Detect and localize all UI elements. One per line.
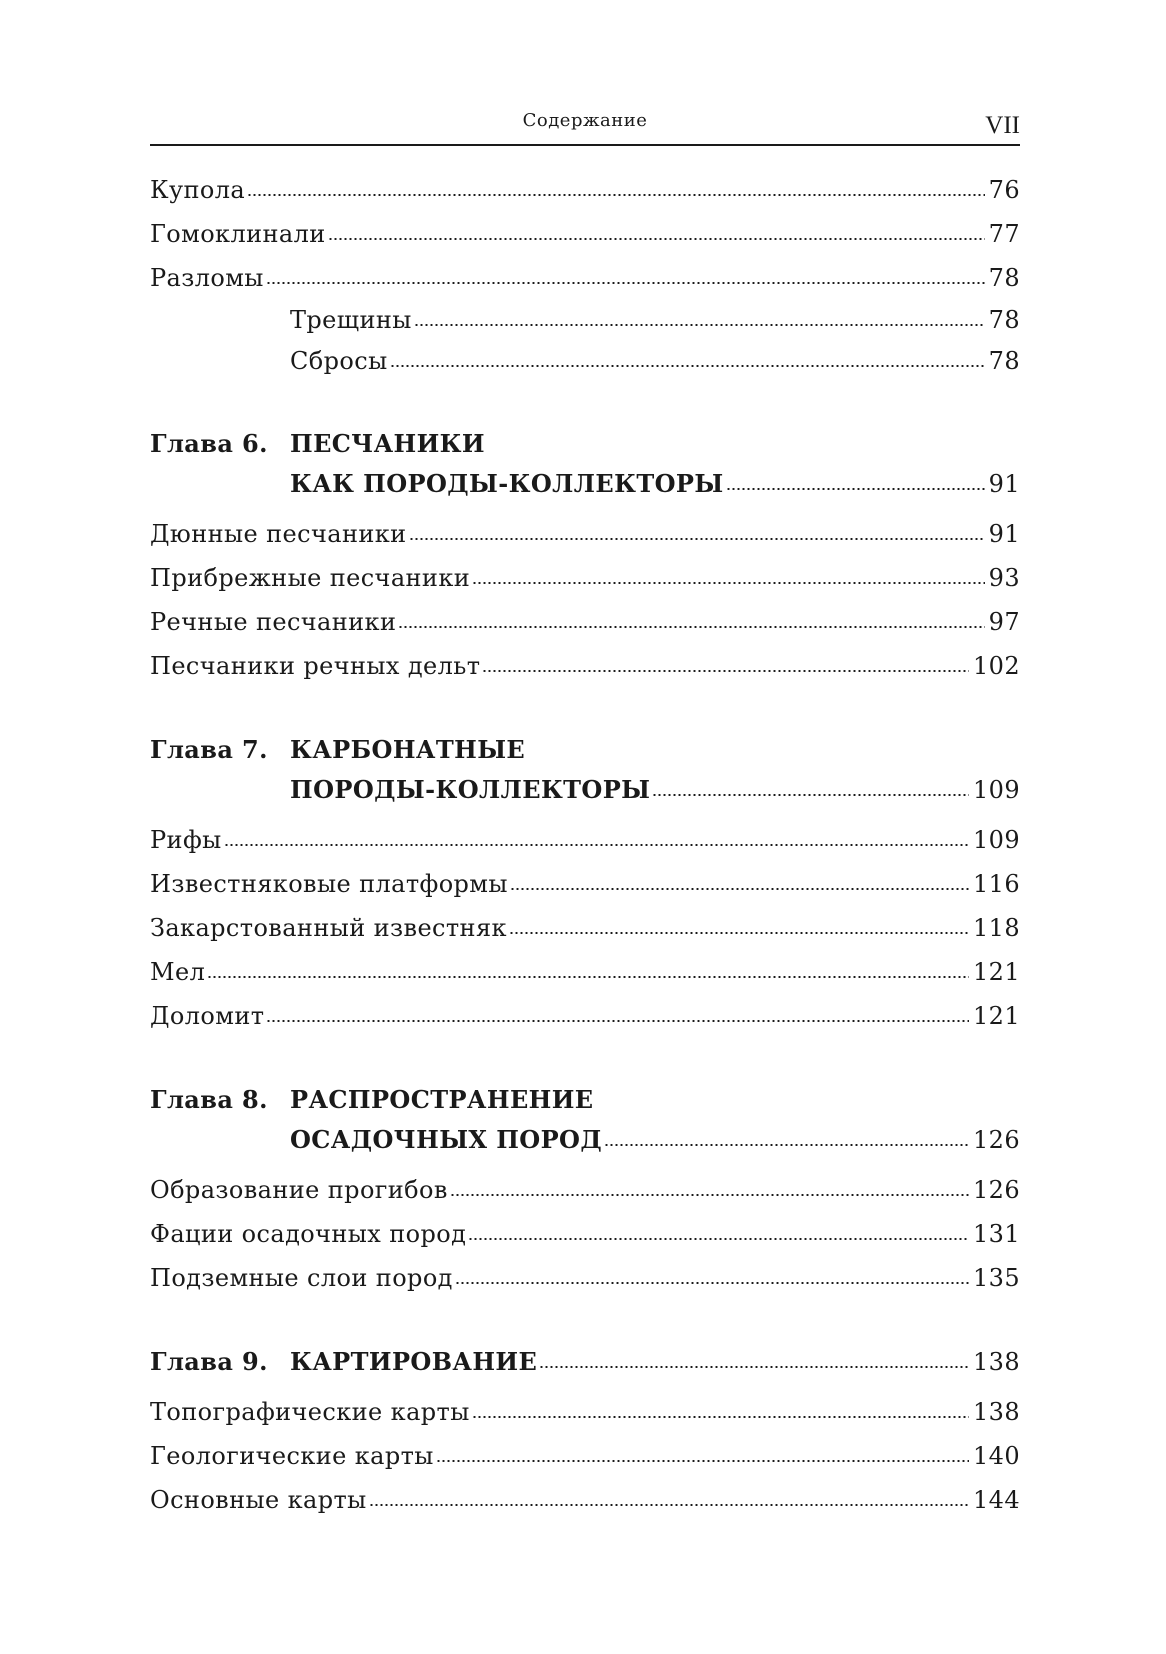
chapter-heading-line2[interactable]: [150, 1120, 1020, 1160]
chapter-heading-line1[interactable]: [150, 730, 1020, 770]
dot-leader: [247, 194, 985, 196]
dot-leader: [390, 365, 985, 367]
dot-leader: [472, 582, 985, 584]
toc-entry[interactable]: [150, 906, 1020, 950]
chapter-label: Глава 9.: [150, 1347, 268, 1376]
toc-entry-title: Купола: [150, 176, 246, 204]
toc-entry-title: Рифы: [150, 826, 222, 854]
toc-entry-page: 77: [988, 220, 1020, 248]
toc-top-entries: [150, 168, 1020, 382]
toc-entry-title: Геологические карты: [150, 1442, 434, 1470]
dot-leader: [266, 1020, 969, 1022]
toc-entry-page: 97: [988, 608, 1020, 636]
toc-entry-page: 144: [972, 1486, 1020, 1514]
toc-entry[interactable]: [150, 862, 1020, 906]
toc-entry[interactable]: [150, 512, 1020, 556]
toc-entry-page: 109: [972, 826, 1020, 854]
toc-entry-page: 140: [972, 1442, 1020, 1470]
toc-entry[interactable]: [150, 1478, 1020, 1522]
chapter-title: КАРБОНАТНЫЕ: [290, 735, 526, 764]
dot-leader: [207, 976, 969, 978]
dot-leader: [224, 844, 969, 846]
toc-entry[interactable]: [150, 950, 1020, 994]
toc-entry-page: 78: [988, 264, 1020, 292]
toc-subentry[interactable]: [150, 341, 1020, 382]
toc-entry-title: Дюнные песчаники: [150, 520, 407, 548]
dot-leader: [450, 1194, 969, 1196]
toc-entry-page: 116: [972, 870, 1020, 898]
toc-entry-title: Закарстованный известняк: [150, 914, 507, 942]
dot-leader: [398, 626, 984, 628]
dot-leader: [726, 488, 985, 490]
chapter-title: ПОРОДЫ-КОЛЛЕКТОРЫ: [290, 775, 651, 804]
chapter-title: ОСАДОЧНЫХ ПОРОД: [290, 1125, 603, 1154]
toc-entry-page: 102: [972, 652, 1020, 680]
toc-entry-page: 76: [988, 176, 1020, 204]
toc-entry-title: Доломит: [150, 1002, 265, 1030]
chapter-page: 126: [972, 1126, 1020, 1154]
chapter-page: 109: [972, 776, 1020, 804]
toc-entry[interactable]: [150, 256, 1020, 300]
toc-entry-page: 121: [972, 1002, 1020, 1030]
dot-leader: [328, 238, 985, 240]
dot-leader: [472, 1416, 969, 1418]
toc-entry-page: 93: [988, 564, 1020, 592]
dot-leader: [266, 282, 985, 284]
chapter-page: 91: [988, 470, 1020, 498]
toc-entry-page: 121: [972, 958, 1020, 986]
dot-leader: [409, 538, 985, 540]
dot-leader: [652, 794, 969, 796]
dot-leader: [414, 324, 985, 326]
dot-leader: [482, 670, 969, 672]
chapter-heading-line2[interactable]: [150, 464, 1020, 504]
chapter-8: [150, 1080, 1020, 1300]
toc-entry-page: 131: [972, 1220, 1020, 1248]
toc-entry[interactable]: [150, 1434, 1020, 1478]
toc-entry-page: 138: [972, 1398, 1020, 1426]
toc-entry[interactable]: [150, 1168, 1020, 1212]
toc-entry-page: 118: [972, 914, 1020, 942]
toc-entry[interactable]: [150, 994, 1020, 1038]
toc-entry[interactable]: [150, 818, 1020, 862]
dot-leader: [539, 1366, 969, 1368]
toc-entry-title: Речные песчаники: [150, 608, 397, 636]
chapter-heading-line2[interactable]: [150, 770, 1020, 810]
dot-leader: [455, 1282, 969, 1284]
dot-leader: [604, 1144, 969, 1146]
dot-leader: [436, 1460, 969, 1462]
toc-entry-page: 78: [988, 347, 1020, 375]
toc-entry-page: 91: [988, 520, 1020, 548]
toc-entry[interactable]: [150, 168, 1020, 212]
toc-entry[interactable]: [150, 1390, 1020, 1434]
dot-leader: [509, 932, 969, 934]
toc-entry-title: Известняковые платформы: [150, 870, 508, 898]
chapter-heading-line1[interactable]: [150, 424, 1020, 464]
chapter-label: Глава 8.: [150, 1085, 268, 1114]
toc-entry[interactable]: [150, 556, 1020, 600]
chapter-9: [150, 1342, 1020, 1522]
toc-entry[interactable]: [150, 212, 1020, 256]
toc-entry-title: Прибрежные песчаники: [150, 564, 471, 592]
chapter-title: ПЕСЧАНИКИ: [290, 429, 485, 458]
chapter-6: [150, 424, 1020, 688]
chapter-title: КАК ПОРОДЫ-КОЛЛЕКТОРЫ: [290, 469, 724, 498]
toc-entry-page: 126: [972, 1176, 1020, 1204]
chapter-page: 138: [972, 1348, 1020, 1376]
toc-entry-title: Основные карты: [150, 1486, 367, 1514]
dot-leader: [468, 1238, 969, 1240]
chapter-label: Глава 6.: [150, 429, 268, 458]
chapter-label: Глава 7.: [150, 735, 268, 764]
chapter-7: [150, 730, 1020, 1038]
toc-entry[interactable]: [150, 1256, 1020, 1300]
dot-leader: [369, 1504, 969, 1506]
toc-entry-title: Образование прогибов: [150, 1176, 448, 1204]
toc-entry[interactable]: [150, 600, 1020, 644]
toc-entry-page: 135: [972, 1264, 1020, 1292]
toc-entry-title: Разломы: [150, 264, 264, 292]
toc-entry[interactable]: [150, 1212, 1020, 1256]
page-number: VII: [985, 112, 1020, 139]
toc-subentry[interactable]: [150, 300, 1020, 341]
toc-entry-title: Сбросы: [290, 347, 388, 375]
toc-entry-title: Фации осадочных пород: [150, 1220, 467, 1248]
toc-entry-page: 78: [988, 306, 1020, 334]
dot-leader: [510, 888, 969, 890]
running-title: Содержание: [522, 110, 648, 131]
chapter-title: РАСПРОСТРАНЕНИЕ: [290, 1085, 594, 1114]
chapter-heading-line1[interactable]: [150, 1342, 1020, 1382]
chapter-title: КАРТИРОВАНИЕ: [290, 1347, 538, 1376]
toc-entry-title: Гомоклинали: [150, 220, 326, 248]
chapter-heading-line1[interactable]: [150, 1080, 1020, 1120]
toc-entry-title: Подземные слои пород: [150, 1264, 453, 1292]
toc-entry-title: Мел: [150, 958, 206, 986]
toc-entry-title: Трещины: [290, 306, 412, 334]
toc-entry-title: Песчаники речных дельт: [150, 652, 481, 680]
toc-entry-title: Топографические карты: [150, 1398, 470, 1426]
toc-page: [150, 100, 1020, 1522]
page-header: [150, 100, 1020, 146]
toc-entry[interactable]: [150, 644, 1020, 688]
